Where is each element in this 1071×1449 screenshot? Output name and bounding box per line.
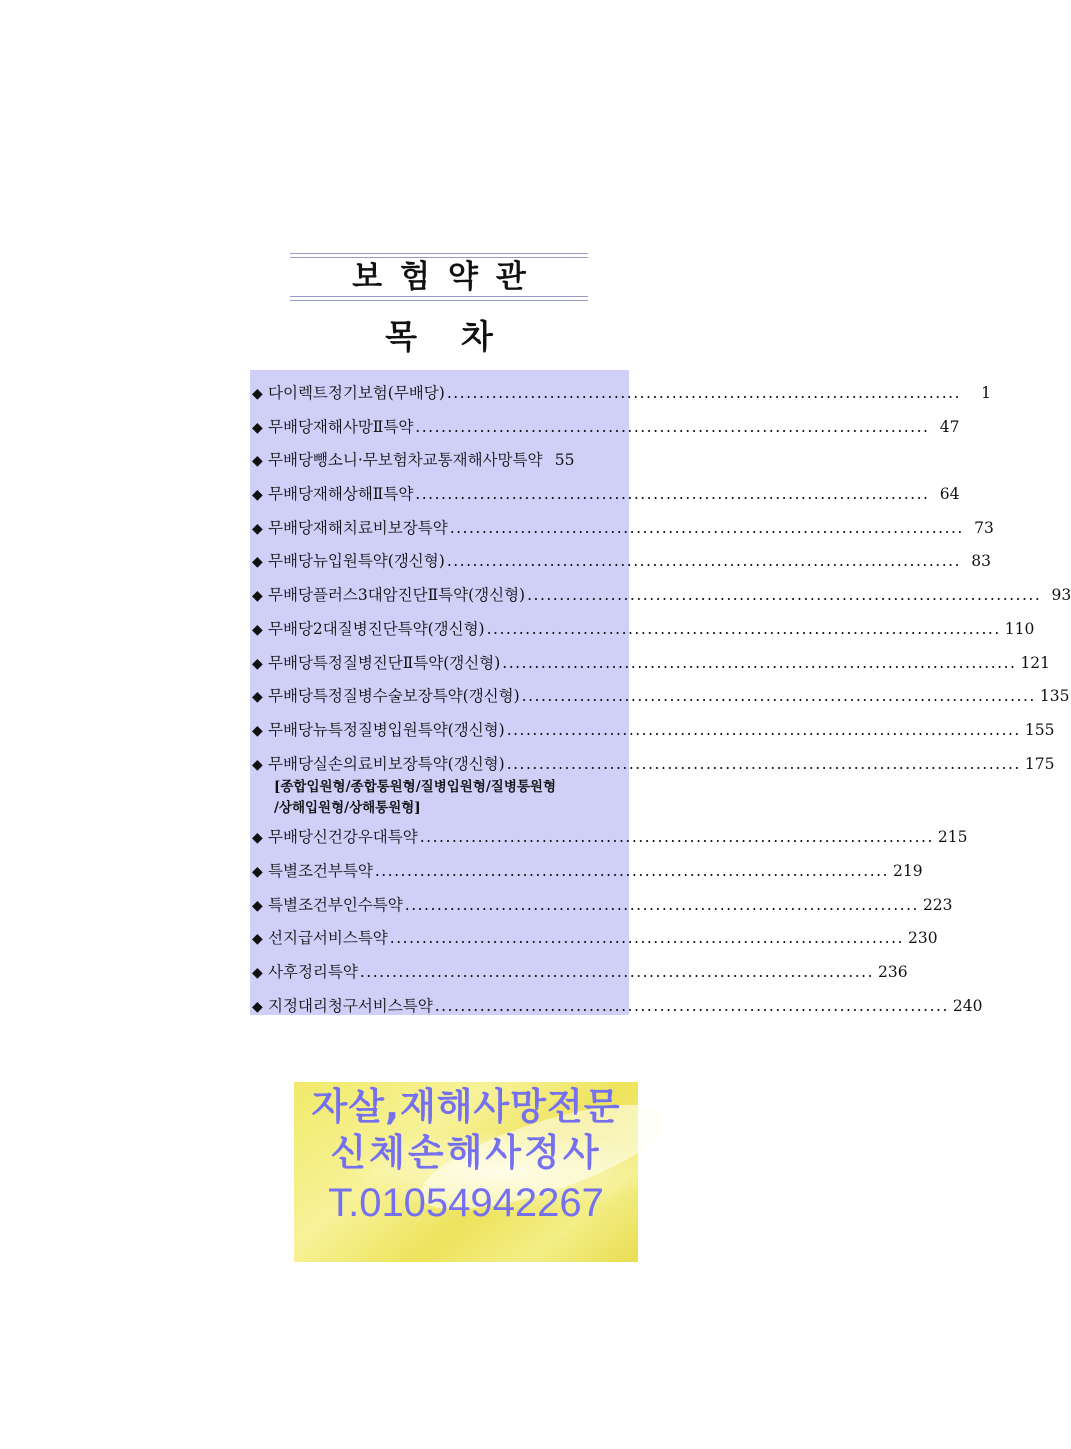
dot-leader: ................................................................................ [359, 963, 875, 981]
toc-entry-label: 무배당특정질병수술보장특약(갱신형) [268, 687, 520, 706]
dot-leader: ................................................................................ [404, 895, 919, 914]
diamond-bullet-icon: ◆ [252, 722, 263, 739]
toc-entry-note: [종합입원형/종합통원형/질병입원형/질병통원형 [274, 779, 556, 796]
dot-leader: ................................................................................ [434, 996, 949, 1015]
toc-entry-label: 무배당재해상해Ⅱ특약 [268, 485, 414, 504]
toc-entry-label: 무배당플러스3대암진단Ⅱ특약(갱신형) [268, 586, 526, 605]
toc-entry-label: 무배당2대질병진단특약(갱신형) [268, 619, 485, 638]
toc-entry-page: 47 [939, 417, 960, 436]
advertisement-banner [294, 1082, 638, 1262]
toc-entry-note: /상해입원형/상해통원형] [274, 800, 421, 817]
toc-entry-page: 135 [1039, 687, 1070, 706]
toc-entry-label: 무배당재해치료비보장특약 [268, 518, 448, 537]
toc-entry[interactable] [252, 962, 908, 983]
dot-leader: ................................................................................ [486, 619, 1001, 638]
dot-leader: ................................................................................ [446, 552, 961, 571]
toc-entry-page: 83 [971, 552, 991, 571]
dot-leader: ................................................................................ [506, 720, 1021, 739]
toc-entry-label: 지정대리청구서비스특약 [268, 996, 433, 1015]
dot-leader: ................................................................................ [527, 586, 1042, 605]
toc-entry-page: 223 [922, 895, 953, 914]
toc-entry-label: 무배당특정질병진단Ⅱ특약(갱신형) [268, 653, 501, 672]
toc-entry[interactable] [252, 895, 953, 916]
title-band [290, 253, 588, 301]
dot-leader: ................................................................................ [374, 861, 889, 880]
toc-entry[interactable] [252, 619, 1035, 640]
diamond-bullet-icon: ◆ [252, 386, 263, 402]
diamond-bullet-icon: ◆ [252, 621, 263, 638]
toc-entry[interactable] [252, 551, 991, 572]
diamond-bullet-icon: ◆ [252, 897, 263, 914]
title-rule [290, 257, 588, 258]
toc-entry[interactable] [252, 450, 621, 471]
toc-entry[interactable] [252, 754, 1055, 775]
toc-entry-page: 175 [1024, 754, 1055, 773]
toc-entry-page: 1 [981, 384, 991, 402]
toc-entry-label: 특별조건부인수특약 [268, 895, 403, 914]
table-of-contents [250, 370, 1071, 1015]
toc-entry-page: 64 [939, 485, 960, 504]
diamond-bullet-icon: ◆ [252, 863, 263, 880]
toc-entry-label: 선지급서비스특약 [268, 929, 388, 948]
toc-entry-page: 155 [1024, 720, 1055, 739]
toc-entry-page: 73 [974, 518, 994, 537]
toc-entry-page: 240 [952, 996, 983, 1015]
dot-leader: ................................................................................ [506, 754, 1021, 773]
dot-leader: ................................................................................ [502, 653, 1017, 672]
toc-entry[interactable] [252, 383, 991, 404]
toc-entry-label: 무배당재해사망Ⅱ특약 [268, 417, 414, 436]
toc-entry-label: 무배당실손의료비보장특약(갱신형) [268, 754, 505, 773]
diamond-bullet-icon: ◆ [252, 419, 263, 436]
toc-entry-page: 110 [1004, 619, 1035, 638]
toc-entry-label: 사후정리특약 [268, 963, 358, 981]
diamond-bullet-icon: ◆ [252, 756, 263, 773]
toc-entry[interactable] [252, 653, 1051, 674]
dot-leader: ................................................................................ [415, 485, 930, 504]
dot-leader: ................................................................................ [389, 929, 904, 948]
toc-entry-label: 무배당뺑소니·무보험차교통재해사망특약 [268, 451, 543, 470]
diamond-bullet-icon: ◆ [252, 931, 263, 948]
toc-entry[interactable] [252, 417, 960, 438]
diamond-bullet-icon: ◆ [252, 520, 263, 537]
toc-entry-label: 무배당뉴입원특약(갱신형) [268, 552, 445, 571]
diamond-bullet-icon: ◆ [252, 689, 263, 706]
diamond-bullet-icon: ◆ [252, 965, 263, 981]
toc-entry[interactable] [252, 720, 1055, 741]
toc-entry[interactable] [252, 928, 938, 949]
toc-entry-page: 93 [1051, 586, 1071, 605]
diamond-bullet-icon: ◆ [252, 655, 263, 672]
diamond-bullet-icon: ◆ [252, 487, 263, 504]
diamond-bullet-icon: ◆ [252, 830, 263, 847]
diamond-bullet-icon: ◆ [252, 588, 263, 605]
toc-entry-page: 55 [554, 451, 575, 470]
dot-leader: ................................................................................ [415, 417, 930, 436]
toc-entry-page: 230 [907, 929, 938, 948]
dot-leader: ................................................................................ [521, 687, 1036, 706]
ad-subheadline: 신체손해사정사 [330, 1131, 602, 1174]
diamond-bullet-icon: ◆ [252, 998, 263, 1015]
toc-entry[interactable] [252, 861, 923, 882]
title-rule [290, 300, 588, 301]
title-rule [290, 253, 588, 254]
toc-entry[interactable] [252, 827, 968, 848]
toc-entry-page: 236 [878, 963, 908, 981]
dot-leader: ................................................................................ [446, 384, 961, 402]
toc-entry-label: 무배당뉴특정질병입원특약(갱신형) [268, 720, 505, 739]
toc-entry-label: 특별조건부특약 [268, 861, 373, 880]
toc-entry[interactable] [252, 996, 983, 1017]
toc-entry[interactable] [252, 585, 1071, 606]
dot-leader: ................................................................................ [449, 518, 964, 537]
toc-entry-page: 219 [892, 861, 923, 880]
toc-entry[interactable] [252, 518, 994, 539]
diamond-bullet-icon: ◆ [252, 554, 263, 571]
ad-phone-number: T.01054942267 [328, 1181, 604, 1225]
toc-heading: 목차 [385, 317, 537, 356]
toc-entry[interactable] [252, 484, 960, 505]
toc-entry-label: 무배당신건강우대특약 [268, 828, 418, 847]
ad-headline: 자살,재해사망전문 [311, 1085, 621, 1128]
toc-entry-page: 215 [937, 828, 968, 847]
diamond-bullet-icon: ◆ [252, 453, 263, 470]
dot-leader: ................................................................................ [419, 828, 934, 847]
title-rule [290, 296, 588, 297]
toc-entry-page: 121 [1020, 653, 1051, 672]
page-title: 보험약관 [352, 259, 544, 295]
toc-entry[interactable] [252, 686, 1070, 707]
toc-entry-label: 다이렉트정기보험(무배당) [268, 384, 445, 402]
